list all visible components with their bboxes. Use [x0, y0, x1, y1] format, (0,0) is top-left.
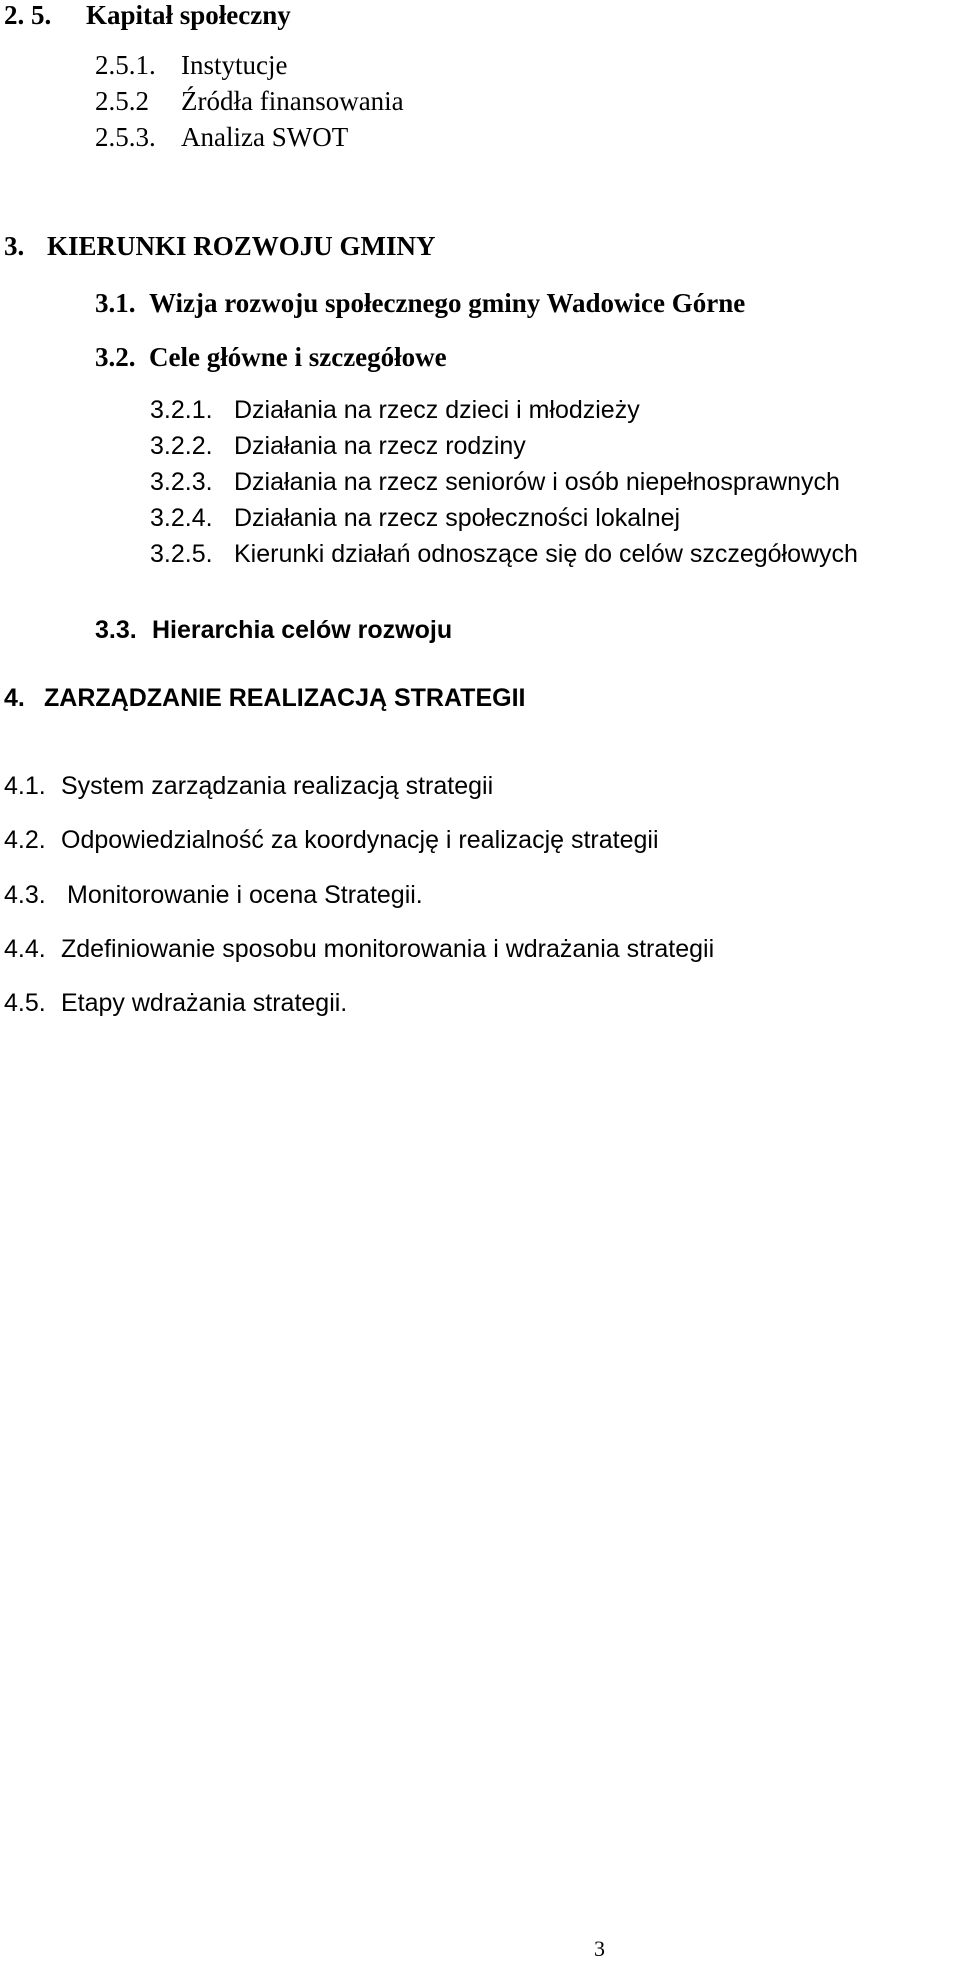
toc-number: 3.2.1.: [150, 396, 213, 424]
toc-number: 4.5.: [4, 989, 46, 1017]
toc-number: 4.2.: [4, 826, 46, 854]
toc-title: Działania na rzecz dzieci i młodzieży: [234, 396, 640, 424]
page-number: 3: [594, 1936, 605, 1961]
toc-entry-4-5: [4, 991, 347, 1016]
toc-title: Zdefiniowanie sposobu monitorowania i wdrażania strategii: [61, 935, 715, 963]
toc-title: Hierarchia celów rozwoju: [152, 616, 453, 644]
toc-entry-2-5-2: [95, 88, 404, 115]
toc-title: Odpowiedzialność za koordynację i realizację strategii: [61, 826, 659, 854]
toc-number: 3.2.: [95, 342, 136, 372]
toc-number: 4.1.: [4, 772, 46, 800]
toc-title: Działania na rzecz seniorów i osób niepełnosprawnych: [234, 468, 840, 496]
toc-number: 4.4.: [4, 935, 46, 963]
toc-heading-3-1: [95, 290, 745, 317]
toc-title: Działania na rzecz rodziny: [234, 432, 526, 460]
toc-title: Kierunki działań odnoszące się do celów szczegółowych: [234, 540, 858, 568]
toc-title: Wizja rozwoju społecznego gminy Wadowice Górne: [149, 288, 746, 318]
toc-number: 3.1.: [95, 288, 136, 318]
toc-entry-4-2: [4, 828, 659, 853]
toc-entry-3-2-4: [150, 506, 680, 531]
toc-number: 4.: [4, 684, 25, 712]
toc-number: 2. 5.: [4, 0, 52, 30]
toc-number: 3.: [4, 231, 25, 261]
toc-title: Działania na rzecz społeczności lokalnej: [234, 504, 681, 532]
toc-heading-2-5: [4, 2, 291, 29]
toc-title: Etapy wdrażania strategii.: [61, 989, 348, 1017]
toc-number: 2.5.3.: [95, 122, 156, 152]
toc-number: 2.5.1.: [95, 50, 156, 80]
toc-entry-4-3: [4, 883, 423, 908]
toc-heading-3-2: [95, 344, 447, 371]
toc-title: Źródła finansowania: [181, 86, 404, 116]
toc-title: Instytucje: [181, 50, 288, 80]
toc-entry-4-4: [4, 937, 714, 962]
toc-title: Kapitał społeczny: [86, 0, 291, 30]
toc-number: 3.2.3.: [150, 468, 213, 496]
toc-heading-4: [4, 686, 525, 711]
toc-heading-3: [4, 233, 436, 260]
toc-title: KIERUNKI ROZWOJU GMINY: [47, 231, 436, 261]
toc-title: ZARZĄDZANIE REALIZACJĄ STRATEGII: [44, 684, 526, 712]
toc-number: 3.3.: [95, 616, 137, 644]
toc-entry-3-2-5: [150, 542, 858, 567]
toc-entry-4-1: [4, 774, 493, 799]
toc-number: 3.2.5.: [150, 540, 213, 568]
toc-title: Analiza SWOT: [181, 122, 349, 152]
toc-entry-3-2-2: [150, 434, 526, 459]
toc-number: 2.5.2: [95, 86, 149, 116]
toc-entry-2-5-3: [95, 124, 348, 151]
toc-number: 3.2.4.: [150, 504, 213, 532]
toc-entry-3-2-3: [150, 470, 840, 495]
toc-heading-3-3: [95, 618, 452, 643]
toc-number: 4.3.: [4, 881, 46, 909]
toc-entry-3-2-1: [150, 398, 640, 423]
toc-title: System zarządzania realizacją strategii: [61, 772, 494, 800]
toc-title: Cele główne i szczegółowe: [149, 342, 447, 372]
toc-title: Monitorowanie i ocena Strategii.: [67, 881, 423, 909]
toc-entry-2-5-1: [95, 52, 287, 79]
toc-number: 3.2.2.: [150, 432, 213, 460]
